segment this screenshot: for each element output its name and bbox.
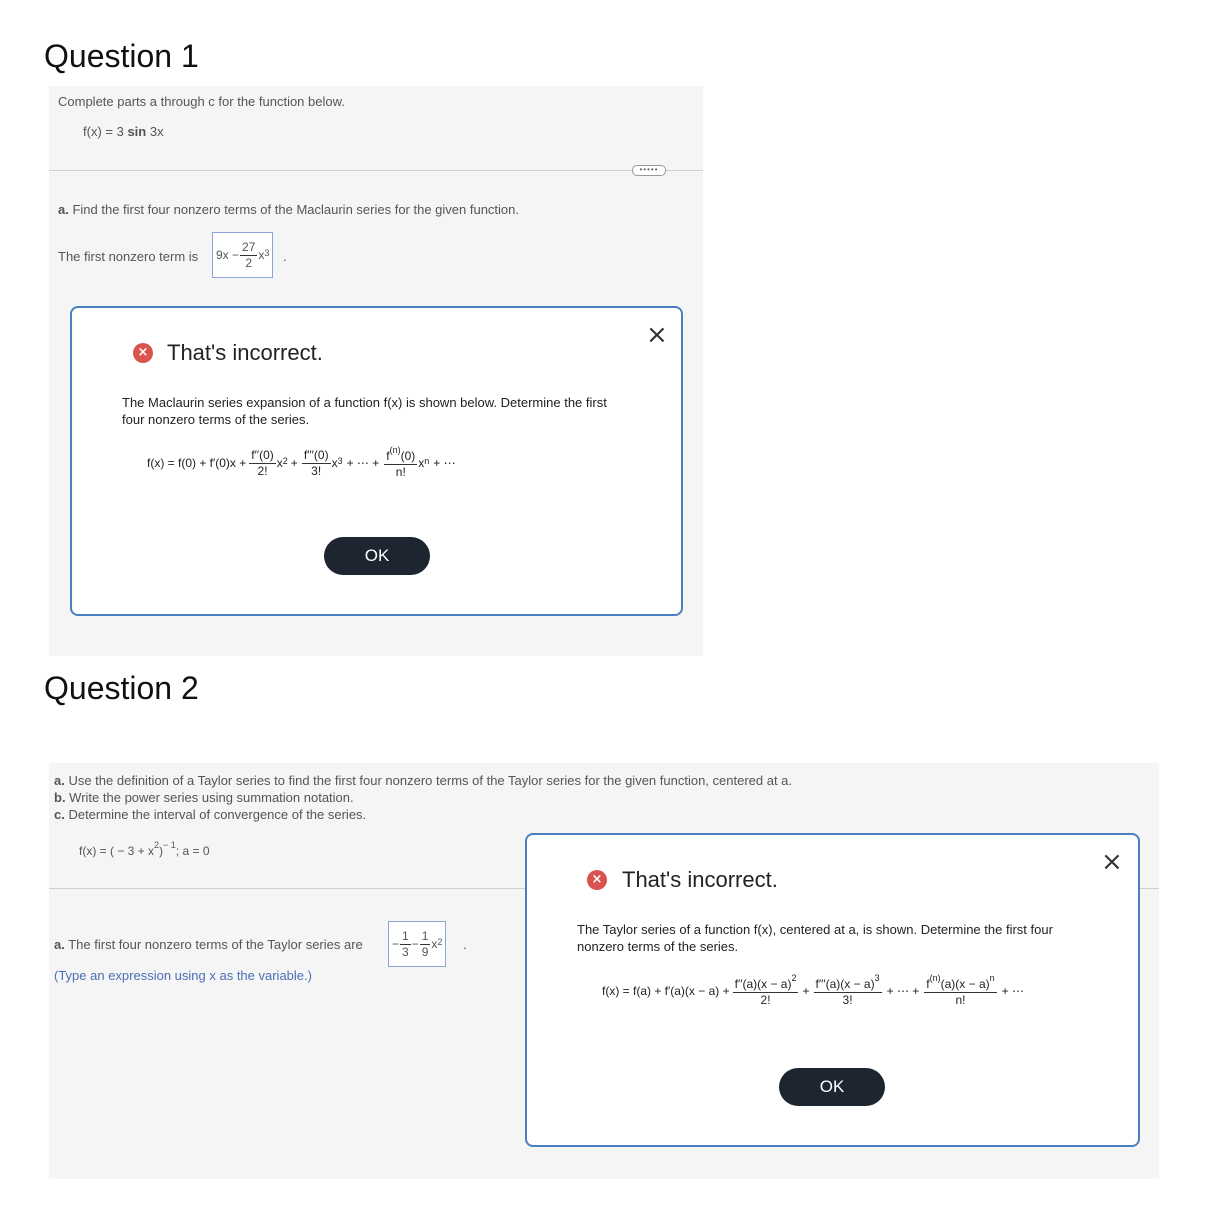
- termn-fraction: $\frac{f^{(n)}(a)(x - a)^n}{n!}$: [926, 973, 995, 1007]
- q1-part-a: a. Find the first four nonzero terms of the Maclaurin series for the given function.: [58, 202, 520, 217]
- q1-answer-prompt: The first nonzero term is: [58, 249, 199, 264]
- q1-answer-field[interactable]: 9x − $\frac{27}{2}$ x 3: [212, 232, 273, 278]
- dialog-title: That's incorrect.: [622, 867, 778, 892]
- answer-fraction-1: $\frac{1}{3}$: [402, 928, 409, 959]
- q2-line-b: b. Write the power series using summation notation.: [54, 790, 354, 805]
- q2-feedback-dialog: [525, 833, 1140, 1147]
- q1-instructions: Complete parts a through c for the function below.: [58, 94, 345, 109]
- taylor-formula: f(x) = f(a) + f′(a)(x − a) + $\frac{f''(a)(x - a)^2}{2!}$ + $\frac{f'''(a)(x - a)^3}{3!}$ + ⋯ + $\frac{f^{(n)}(a)(x - a)^n}{n!}$ + ⋯: [602, 973, 1025, 1007]
- q1-function: f(x) = 3 sin 3x: [83, 124, 164, 139]
- error-icon: ×: [587, 870, 607, 890]
- term2-fraction: $\frac{f''(0)}{2!}$: [251, 448, 274, 478]
- ok-button[interactable]: OK: [324, 537, 430, 575]
- answer-fraction-2: $\frac{1}{9}$: [421, 928, 429, 959]
- term2-fraction: $\frac{f''(a)(x - a)^2}{2!}$: [734, 973, 797, 1007]
- q2-answer-period: .: [463, 937, 467, 952]
- question-1-title: Question 1: [44, 38, 199, 74]
- q2-part-a: a. The first four nonzero terms of the Taylor series are: [54, 937, 363, 952]
- q1-answer-period: .: [283, 249, 287, 264]
- answer-fraction: $\frac{27}{2}$: [242, 239, 256, 270]
- q2-function: f(x) = ( − $3 + x^2)^{- 1}$; a = 0: [79, 840, 210, 858]
- close-icon[interactable]: ×: [1101, 847, 1123, 877]
- question-2-title: Question 2: [44, 670, 199, 706]
- q2-line-c: c. Determine the interval of convergence of the series.: [54, 807, 367, 822]
- termn-fraction: $\frac{f^{(n)}(0)}{n!}$: [386, 445, 416, 479]
- error-icon: ×: [133, 343, 153, 363]
- maclaurin-formula: f(x) = f(0) + f′(0)x + $\frac{f''(0)}{2!}$ x 2 + $\frac{f'''(0)}{3!}$ x 3 + ⋯ + $\frac{f^{(n)}(0)}{n!}$ x n + ⋯: [147, 445, 456, 479]
- q1-divider: [49, 170, 703, 171]
- term3-fraction: $\frac{f'''(a)(x - a)^3}{3!}$: [815, 973, 880, 1007]
- dialog-body: The Taylor series of a function f(x), centered at a, is shown. Determine the first four nonzero terms of the series.: [577, 922, 1053, 954]
- dialog-body: The Maclaurin series expansion of a function f(x) is shown below. Determine the first four nonzero terms of the series.: [122, 395, 607, 427]
- ok-button[interactable]: OK: [779, 1068, 885, 1106]
- term3-fraction: $\frac{f'''(0)}{3!}$: [303, 448, 329, 478]
- dialog-title: That's incorrect.: [167, 340, 323, 365]
- expand-more-button[interactable]: •••••: [632, 165, 666, 176]
- close-icon[interactable]: ×: [646, 320, 668, 350]
- q2-answer-field[interactable]: − $\frac{1}{3}$ − $\frac{1}{9}$ x 2: [388, 921, 446, 967]
- q1-feedback-dialog: [70, 306, 683, 616]
- q2-hint: (Type an expression using x as the variable.): [54, 968, 312, 983]
- q2-line-a: a. Use the definition of a Taylor series to find the first four nonzero terms of the Taylor series for the given function, centered at a.: [54, 773, 793, 788]
